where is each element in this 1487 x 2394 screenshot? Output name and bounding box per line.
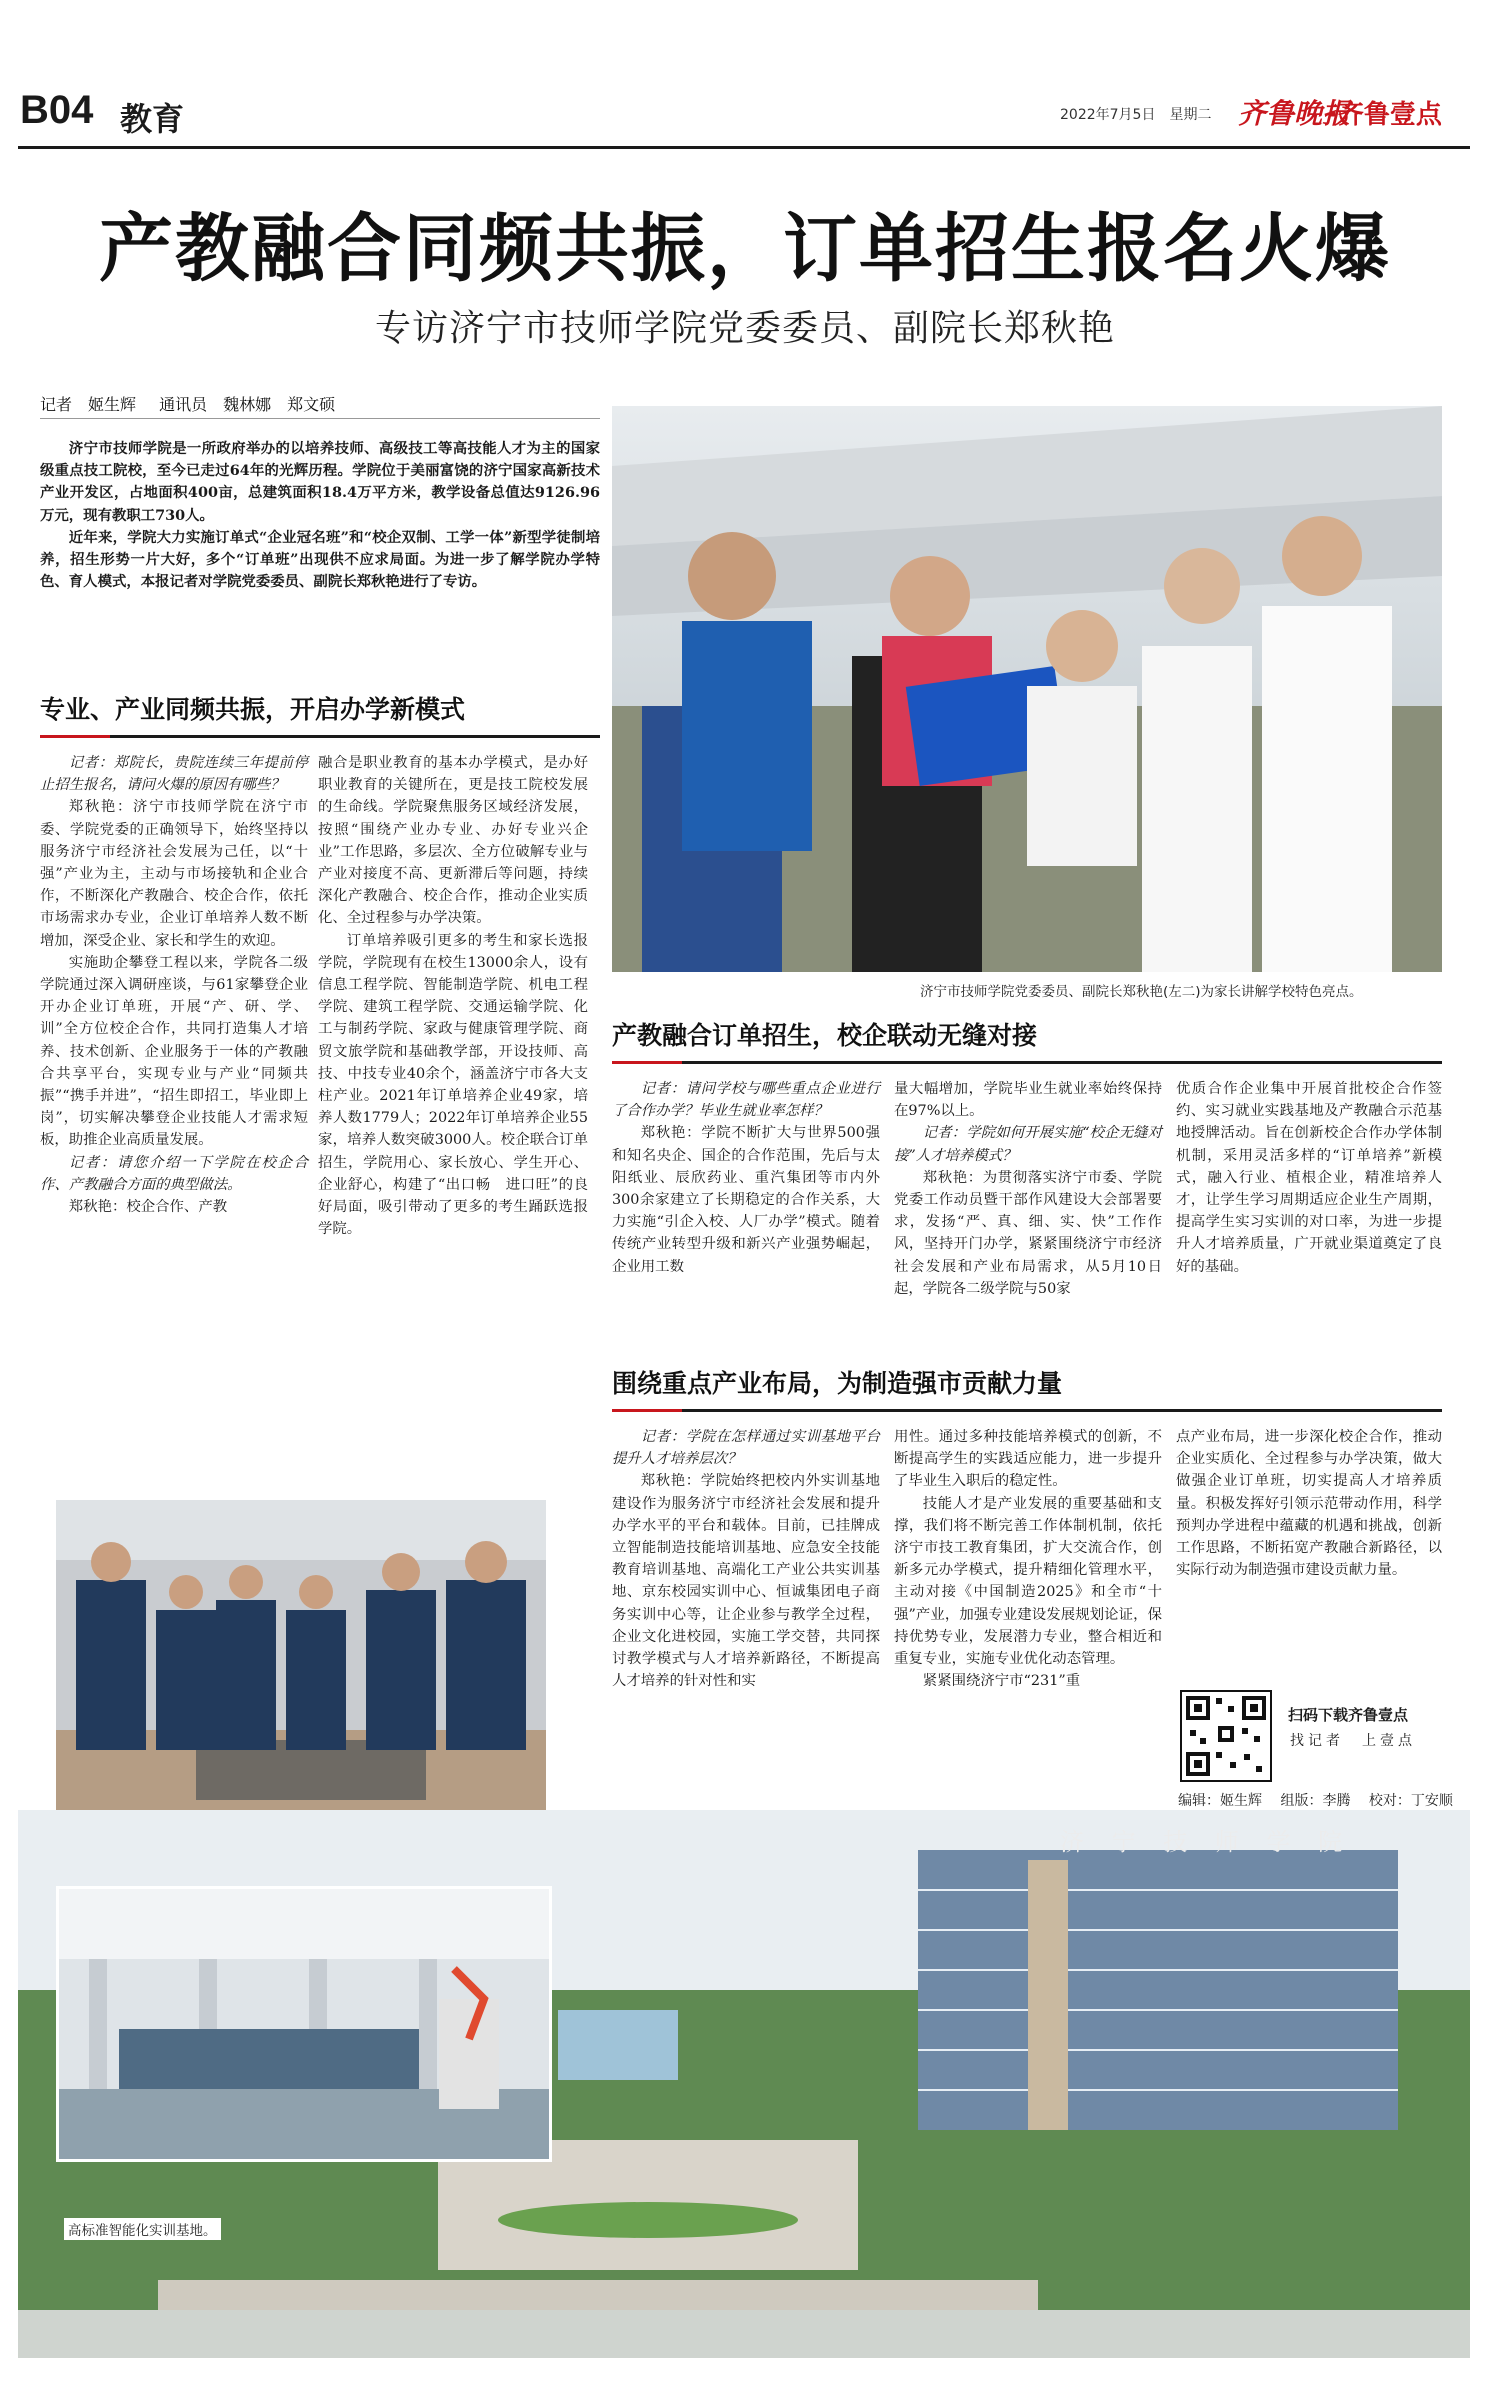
credits (1178, 1790, 1467, 1810)
paragraph: 技能人才是产业发展的重要基础和支撑，我们将不断完善工作体制机制，依托济宁市技工教育集团，扩大交流合作，创新多元办学模式，提升精细化管理水平，主动对接《中国制造2025》和全市“十强”产业，加强专业建设发展规划论证，保持优势专业，发展潜力专业，整合相近和重复专业，实施专业优化动态管理。 (894, 1495, 1162, 1668)
paragraph: 量大幅增加，学院毕业生就业率始终保持在97%以上。 (894, 1081, 1162, 1120)
campus-sign: 济 宁 技 师 学 院 (1060, 1828, 1353, 1856)
section1-col2 (318, 752, 588, 1240)
main-photo-image (612, 406, 1442, 972)
byline-reporter: 记者 姬生辉 (40, 395, 137, 414)
main-photo-caption: 济宁市技师学院党委委员、副院长郑秋艳(左二)为家长讲解学校特色亮点。 (920, 984, 1363, 1000)
section2-title (612, 1016, 1442, 1052)
lead-paragraph: 近年来，学院大力实施订单式“企业冠名班”和“校企双制、工学一体”新型学徒制培养，招生形势一片大好，多个“订单班”出现供不应求局面。为进一步了解学院办学特色、育人模式，本报记者对学院党委委员、副院长郑秋艳进行了专访。 (40, 528, 600, 591)
section1-rule (40, 735, 600, 738)
section2-col1 (612, 1078, 880, 1278)
section3-col3 (1176, 1426, 1442, 1581)
page-number: B04 (20, 88, 94, 132)
question: 记者：请您介绍一下学院在校企合作、产教融合方面的典型做法。 (40, 1154, 308, 1193)
answer: 郑秋艳：济宁市技师学院在济宁市委、学院党委的正确领导下，始终坚持以服务济宁市经济社会发展为己任，以“十强”产业为主，主动与市场接轨和企业合作，不断深化产教融合、校企合作，依托市场需求办专业，企业订单培养人数不断增加，深受企业、家长和学生的欢迎。 (40, 799, 308, 949)
header-rule (18, 146, 1470, 149)
section3-col2 (894, 1426, 1162, 1692)
qr-code[interactable] (1180, 1690, 1272, 1782)
credit-proofreader: 校对：丁安顺 (1368, 1793, 1453, 1809)
section-name: 教育 (120, 100, 185, 138)
section3-rule (612, 1409, 1442, 1412)
workshop-photo (56, 1886, 552, 2162)
section3-title (612, 1364, 1442, 1400)
workshop-photo-image (59, 1889, 549, 2159)
section2-col3 (1176, 1078, 1442, 1278)
section1-title (40, 690, 600, 726)
headline: 产教融合同频共振，订单招生报名火爆 (99, 206, 1391, 292)
issue-date: 2022年7月5日 星期二 (1060, 107, 1212, 123)
paragraph: 优质合作企业集中开展首批校企合作签约、实习就业实践基地及产教融合示范基地授牌活动。旨在创新校企合作办学体制机制，采用灵活多样的“订单培养”新模式，融入行业、植根企业，精准培养人才，让学生学习周期适应企业生产周期，提高学生实习实训的对口率，为进一步提升人才培养质量，广开就业渠道奠定了良好的基础。 (1176, 1081, 1442, 1275)
section3-col1 (612, 1426, 880, 1692)
subheadline: 专访济宁市技师学院党委委员、副院长郑秋艳 (374, 308, 1115, 349)
section1-rule-accent (40, 735, 110, 738)
section2-rule-accent (612, 1061, 682, 1064)
question: 记者：学院如何开展实施“校企无缝对接”人才培养模式？ (894, 1125, 1162, 1164)
teachers-photo-image (56, 1500, 546, 1820)
question: 记者：学院在怎样通过实训基地平台提升人才培养层次？ (612, 1429, 880, 1468)
byline-correspondent: 通讯员 魏林娜 郑文硕 (159, 395, 336, 414)
byline (40, 392, 600, 415)
answer: 郑秋艳：学院不断扩大与世界500强和知名央企、国企的合作范围，先后与太阳纸业、辰欣药业、重汽集团等市内外300余家建立了长期稳定的合作关系，大力实施“引企入校、人厂办学”模式。随着传统产业转型升级和新兴产业强势崛起，企业用工数 (612, 1125, 880, 1275)
paragraph: 紧紧围绕济宁市“231”重 (922, 1673, 1081, 1690)
qr-code-icon (1182, 1692, 1270, 1780)
paragraph: 用性。通过多种技能培养模式的创新，不断提高学生的实践适应能力，进一步提升了毕业生入职后的稳定性。 (894, 1429, 1162, 1490)
answer: 郑秋艳：校企合作、产教 (68, 1199, 228, 1216)
paragraph: 点产业布局，进一步深化校企合作，推动企业实质化、全过程参与办学决策，做大做强企业订单班，切实提高人才培养质量。积极发挥好引领示范带动作用，科学预判办学进程中蕴藏的机遇和挑战，创新工作思路，不断拓宽产教融合新路径，以实际行动为制造强市建设贡献力量。 (1176, 1429, 1442, 1579)
credit-layout: 组版：李腾 (1280, 1793, 1351, 1809)
app-logo: ·齐鲁壹点 (1328, 100, 1442, 130)
paragraph: 融合是职业教育的基本办学模式，是办好职业教育的关键所在，更是技工院校发展的生命线。学院聚焦服务区域经济发展，按照“围绕产业办专业、办好专业兴企业”工作思路，多层次、全方位破解专业与产业对接度不高、更新滞后等问题，持续深化产教融合、校企合作，推动企业实质化、全过程参与办学决策。 (318, 755, 588, 927)
question: 记者：请问学校与哪些重点企业进行了合作办学？毕业生就业率怎样？ (612, 1081, 880, 1120)
section2-col2 (894, 1078, 1162, 1300)
workshop-photo-caption: 高标准智能化实训基地。 (64, 2218, 221, 2240)
lead-text (40, 438, 600, 593)
teachers-photo (56, 1500, 546, 1820)
lead-paragraph: 济宁市技师学院是一所政府举办的以培养技师、高级技工等高技能人才为主的国家级重点技工院校，至今已走过64年的光辉历程。学院位于美丽富饶的济宁国家高新技术产业开发区，占地面积400亩，总建筑面积18.4万平方米，教学设备总值达9126.96万元，现有教职工730人。 (40, 440, 600, 524)
answer: 郑秋艳：学院始终把校内外实训基地建设作为服务济宁市经济社会发展和提升办学水平的平台和载体。目前，已挂牌成立智能制造技能培训基地、应急安全技能教育培训基地、高端化工产业公共实训基地、京东校园实训中心、恒诚集团电子商务实训中心等，让企业参与教学全过程，企业文化进校园，实施工学交替，共同探讨教学模式与人才培养新路径，不断提高人才培养的针对性和实 (612, 1473, 880, 1690)
section1-title-text: 专业、产业同频共振，开启办学新模式 (40, 695, 466, 724)
section1-col1 (40, 752, 308, 1218)
section2-rule (612, 1061, 1442, 1064)
section3-title-text: 围绕重点产业布局，为制造强市贡献力量 (612, 1369, 1063, 1398)
paragraph: 实施助企攀登工程以来，学院各二级学院通过深入调研座谈，与61家攀登企业开办企业订单班，开展“产、研、学、训”全方位校企合作，共同打造集人才培养、技术创新、企业服务于一体的产教融合共享平台，实现专业与产业“同频共振”“携手并进”，“招生即招工，毕业即上岗”，切实解决攀登企业技能人才需求短板，助推企业高质量发展。 (40, 954, 308, 1149)
qr-text-line1: 扫码下载齐鲁壹点 (1288, 1706, 1409, 1724)
answer: 郑秋艳：为贯彻落实济宁市委、学院党委工作动员暨干部作风建设大会部署要求，发扬“严、真、细、实、快”工作作风，坚持开门办学，紧紧围绕济宁市经济社会发展和产业布局需求，从5月10日起，学院各二级学院与50家 (894, 1169, 1162, 1297)
section2-title-text: 产教融合订单招生，校企联动无缝对接 (612, 1021, 1038, 1050)
credit-editor: 编辑：姬生辉 (1178, 1793, 1262, 1809)
qr-text-line2: 找记者 上壹点 (1290, 1733, 1416, 1749)
byline-rule (40, 418, 600, 419)
main-photo (612, 406, 1442, 972)
question: 记者：郑院长，贵院连续三年提前停止招生报名，请问火爆的原因有哪些？ (40, 755, 308, 794)
paragraph: 订单培养吸引更多的考生和家长选报学院，学院现有在校生13000余人，设有信息工程学院、智能制造学院、机电工程学院、建筑工程学院、交通运输学院、化工与制药学院、家政与健康管理学院、商贸文旅学院和基础教学部，开设技师、高技、中技专业40余个，涵盖济宁市各大支柱产业。2021年订单培养企业49家，培养人数1779人；2022年订单培养企业55家，培养人数突破3000人。校企联合订单招生，学院用心、家长放心、学生开心、企业舒心，构建了“出口畅 进口旺”的良好局面，吸引带动了更多的考生踊跃选报学院。 (318, 932, 588, 1238)
section3-rule-accent (612, 1409, 682, 1412)
newspaper-logo: 齐鲁晚报 (1238, 97, 1351, 130)
